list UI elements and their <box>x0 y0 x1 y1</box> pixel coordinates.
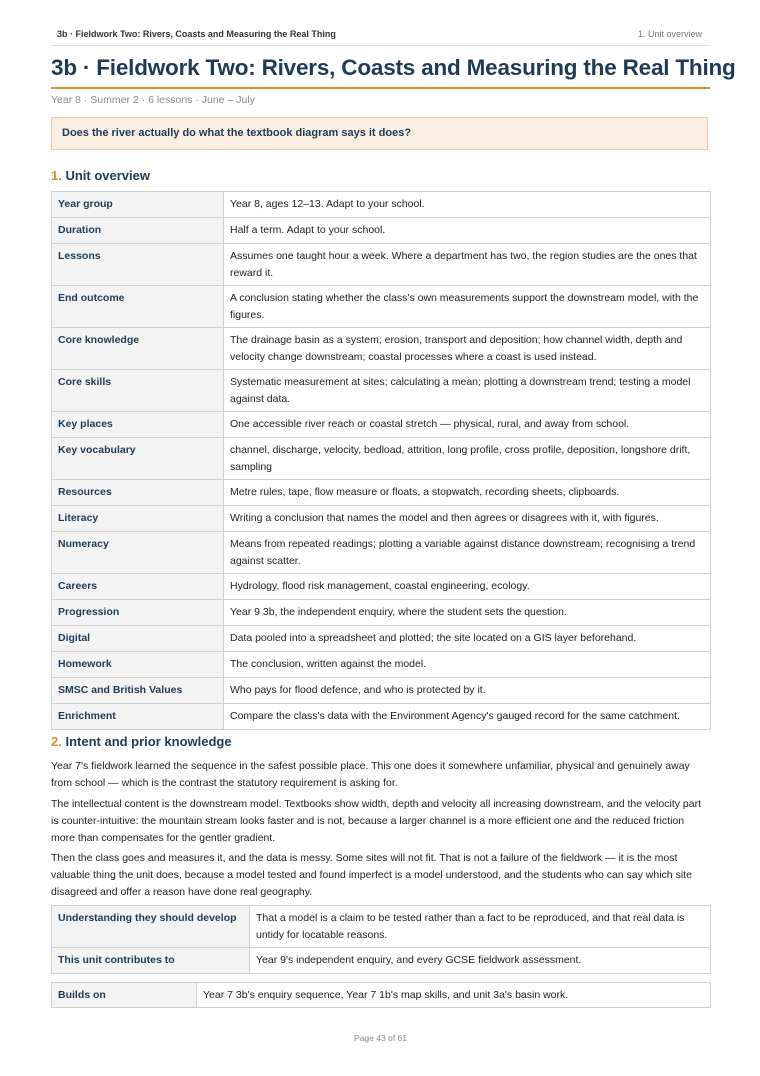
table-row <box>52 370 711 412</box>
intent-paragraph: Year 7's fieldwork learned the sequence in the safest possible place. This one does it somewhere unfamiliar, physical and genuinely away from school — which is the contrast the statutory requirement is asking for. <box>51 760 690 789</box>
row-value: That a model is a claim to be tested rather than a fact to be reproduced, and that real data is untidy for locatable reasons. <box>250 906 711 948</box>
row-key: Lessons <box>52 244 224 286</box>
row-key: SMSC and British Values <box>52 678 224 704</box>
running-header-title: 3b · Fieldwork Two: Rivers, Coasts and Measuring the Real Thing <box>57 29 336 39</box>
table-row <box>52 192 711 218</box>
intent-paragraph: Then the class goes and measures it, and the data is messy. Some sites will not fit. That is not a failure of the fieldwork — it is the most valuable thing the unit does, because a model tested and found imperfect is a model understood, and the students who can say which site disagreed and offer a reason have done real geography. <box>51 852 692 898</box>
row-key: Careers <box>52 574 224 600</box>
table-row <box>52 983 711 1008</box>
row-value: The drainage basin as a system; erosion, transport and deposition; how channel width, depth and velocity change downstream; coastal processes where a coast is used instead. <box>224 328 711 370</box>
row-value: Writing a conclusion that names the model and then agrees or disagrees with it, with figures. <box>224 506 711 532</box>
section-title: Intent and prior knowledge <box>65 734 232 749</box>
table-row <box>52 600 711 626</box>
unit-overview-table <box>51 191 711 730</box>
table-row <box>52 532 711 574</box>
row-value: Who pays for flood defence, and who is protected by it. <box>224 678 711 704</box>
row-value: Year 9's independent enquiry, and every GCSE fieldwork assessment. <box>250 948 711 974</box>
row-key: This unit contributes to <box>52 948 250 974</box>
row-key: Builds on <box>52 983 197 1008</box>
row-key: Progression <box>52 600 224 626</box>
running-header-section: 1. Unit overview <box>637 29 702 39</box>
table-row <box>52 506 711 532</box>
table-row <box>52 704 711 730</box>
builds-on-table <box>51 982 711 1008</box>
table-row <box>52 480 711 506</box>
row-value: Metre rules, tape, flow measure or floats, a stopwatch, recording sheets, clipboards. <box>224 480 711 506</box>
row-value: Half a term. Adapt to your school. <box>224 218 711 244</box>
section-heading-unit-overview <box>51 168 150 183</box>
row-key: Digital <box>52 626 224 652</box>
row-value: Year 8, ages 12–13. Adapt to your school. <box>224 192 711 218</box>
row-key: Core knowledge <box>52 328 224 370</box>
unit-meta: Year 8 · Summer 2 · 6 lessons · June – July <box>51 94 255 106</box>
section-title: Unit overview <box>65 168 150 183</box>
row-key: Homework <box>52 652 224 678</box>
row-key: Duration <box>52 218 224 244</box>
table-row <box>52 412 711 438</box>
section-number: 1. <box>51 168 62 183</box>
table-row <box>52 678 711 704</box>
row-key: End outcome <box>52 286 224 328</box>
row-key: Year group <box>52 192 224 218</box>
table-row <box>52 906 711 948</box>
enquiry-question-box <box>51 117 708 150</box>
enquiry-question: Does the river actually do what the textbook diagram says it does? <box>62 127 412 139</box>
table-row <box>52 218 711 244</box>
row-value: Data pooled into a spreadsheet and plotted; the site located on a GIS layer beforehand. <box>224 626 711 652</box>
page-number: Page 43 of 61 <box>354 1033 407 1043</box>
title-divider <box>51 87 710 89</box>
table-row <box>52 244 711 286</box>
row-key: Understanding they should develop <box>52 906 250 948</box>
row-value: A conclusion stating whether the class's own measurements support the downstream model, with the figures. <box>224 286 711 328</box>
page-title: 3b · Fieldwork Two: Rivers, Coasts and Measuring the Real Thing <box>51 55 736 80</box>
section-number: 2. <box>51 734 62 749</box>
row-value: The conclusion, written against the model. <box>224 652 711 678</box>
table-row <box>52 652 711 678</box>
row-key: Enrichment <box>52 704 224 730</box>
table-row <box>52 574 711 600</box>
row-value: Means from repeated readings; plotting a variable against distance downstream; recognising a trend against scatter. <box>224 532 711 574</box>
row-key: Core skills <box>52 370 224 412</box>
row-key: Key places <box>52 412 224 438</box>
row-value: Hydrology, flood risk management, coastal engineering, ecology. <box>224 574 711 600</box>
row-value: Year 9 3b, the independent enquiry, where the student sets the question. <box>224 600 711 626</box>
row-value: Compare the class's data with the Environment Agency's gauged record for the same catchment. <box>224 704 711 730</box>
table-row <box>52 286 711 328</box>
table-row <box>52 328 711 370</box>
row-value: Assumes one taught hour a week. Where a department has two, the region studies are the ones that reward it. <box>224 244 711 286</box>
row-key: Literacy <box>52 506 224 532</box>
table-row <box>52 626 711 652</box>
table-row <box>52 438 711 480</box>
row-value: One accessible river reach or coastal stretch — physical, rural, and away from school. <box>224 412 711 438</box>
intent-paragraph: The intellectual content is the downstream model. Textbooks show width, depth and velocity all increasing downstream, and the velocity part is counter-intuitive: the mountain stream looks faster and is not, because a larger channel is a more efficient one and the reduced friction more than compensates for the gentler gradient. <box>51 798 701 844</box>
row-value: channel, discharge, velocity, bedload, attrition, long profile, cross profile, deposition, longshore drift, sampling <box>224 438 711 480</box>
section-heading-intent <box>51 734 232 749</box>
running-header <box>51 29 710 46</box>
row-key: Numeracy <box>52 532 224 574</box>
row-key: Resources <box>52 480 224 506</box>
understanding-table <box>51 905 711 974</box>
row-value: Systematic measurement at sites; calculating a mean; plotting a downstream trend; testing a model against data. <box>224 370 711 412</box>
table-row <box>52 948 711 974</box>
row-value: Year 7 3b's enquiry sequence, Year 7 1b's map skills, and unit 3a's basin work. <box>197 983 711 1008</box>
row-key: Key vocabulary <box>52 438 224 480</box>
